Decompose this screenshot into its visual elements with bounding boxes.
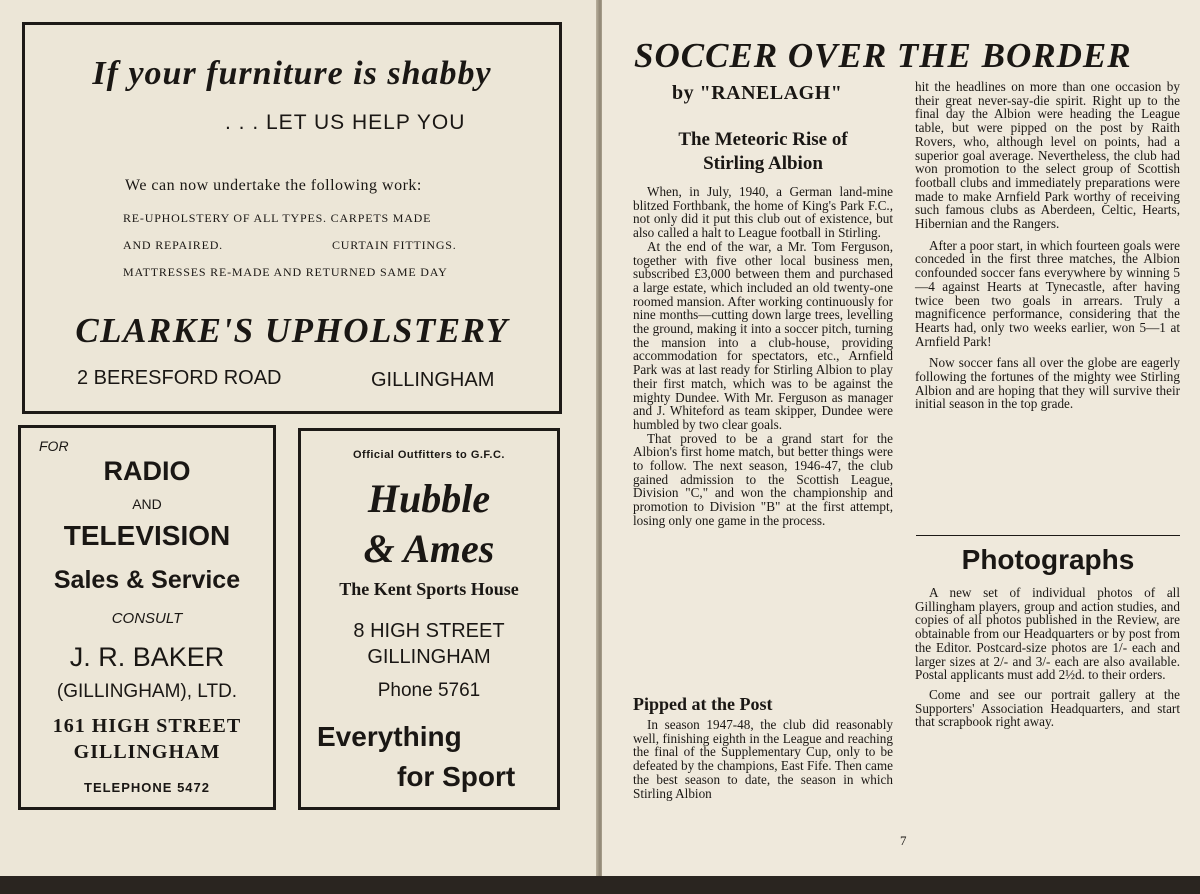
subhead-pipped: Pipped at the Post — [633, 694, 773, 714]
clarke-upholstery-advert — [22, 22, 562, 414]
article-byline: by "RANELAGH" — [672, 82, 843, 104]
clarke-service-line-2-left: AND REPAIRED. — [123, 238, 223, 252]
baker-street: 161 HIGH STREET — [52, 715, 242, 737]
clarke-headline: If your furniture is shabby — [92, 55, 492, 92]
baker-town: GILLINGHAM — [73, 741, 221, 763]
hubble-phone: Phone 5761 — [377, 680, 481, 701]
clarke-service-line-1: RE-UPHOLSTERY OF ALL TYPES. CARPETS MADE — [123, 211, 432, 225]
hubble-name-line2: & Ames — [363, 526, 495, 571]
baker-company: (GILLINGHAM), LTD. — [56, 681, 238, 702]
article-paragraph: Come and see our portrait gallery at the Supporters' Association Headquarters, and start that scrapbook right away. — [915, 686, 1180, 730]
clarke-service-line-2-right: CURTAIN FITTINGS. — [332, 238, 457, 252]
page-number: 7 — [900, 833, 907, 848]
article-paragraph: hit the headlines on more than one occasion by their great never-say-die spirit. Right up to the final day the Albion were heading the League table, but were pipped on the post by Raith Rovers, who, although level on points, had a superior goal average. Nevertheless, the club had won promotion to the select group of Scottish football clubs and immediately preparations were made to make Arnfield Park worthy of receiving such famous clubs as Aberdeen, Celtic, Hearts, Hibernian and the Rangers. — [915, 79, 1180, 232]
photographs-column — [915, 586, 1180, 729]
clarke-address-town: GILLINGHAM — [371, 369, 495, 391]
article-paragraph: Now soccer fans all over the globe are eagerly following the fortunes of the mighty wee Stirling Albion and are hoping that they will survive their initial season in the top grade. — [915, 355, 1180, 412]
left-page — [0, 0, 598, 894]
subhead-meteoric-rise-line2: Stirling Albion — [703, 153, 823, 174]
hubble-ames-advert — [298, 428, 560, 810]
baker-consult: CONSULT — [111, 610, 183, 627]
article-paragraph: After a poor start, in which fourteen goals were conceded in the first three matches, the Albion confounded soccer fans everywhere by winning 5—4 against Hearts at Tynecastle, after having twice been two goals in arrears. Truly a magnificence performance, considering that the Hearts had, only two weeks earlier, won 5—1 at Arnfield Park! — [915, 237, 1180, 349]
hubble-slogan-line1: Everything — [317, 721, 462, 752]
baker-service: Sales & Service — [53, 566, 241, 594]
baker-telephone: TELEPHONE 5472 — [84, 780, 210, 795]
clarke-intro: We can now undertake the following work: — [125, 177, 422, 194]
hubble-slogan-line2: for Sport — [397, 761, 516, 792]
baker-radio: RADIO — [103, 456, 191, 486]
baker-radio-advert — [18, 425, 276, 810]
article-paragraph: In season 1947-48, the club did reasonably well, finishing eighth in the League and reaching the final of the Supplementary Cup, only to be defeated by the champions, East Fife. Then came the best season to date, the season in which Stirling Albion — [633, 717, 893, 801]
hubble-street: 8 HIGH STREET — [353, 620, 505, 642]
article-column-1 — [633, 185, 893, 528]
clarke-subheadline: . . . LET US HELP YOU — [225, 111, 466, 134]
article-paragraph: At the end of the war, a Mr. Tom Ferguson, together with five other local business men, subscribed £3,000 between them and purchased a large estate, which included an old twenty-one roomed mansion. After working continuously for nine months—cutting down large trees, levelling the ground, making it into a soccer pitch, turning the mansion into a club-house, providing accommodation for spectators, etc., Arnfield Park was at last ready for Stirling Albion to play their first match, which was to be against the mighty Dundee. With Mr. Ferguson as manager and J. Whiteford as team skipper, Dundee were humbled by two clear goals. — [633, 238, 893, 432]
hubble-tagline: Official Outfitters to G.F.C. — [352, 449, 505, 461]
hubble-house: The Kent Sports House — [339, 579, 519, 599]
article-title: SOCCER OVER THE BORDER — [634, 36, 1132, 75]
article-paragraph: A new set of individual photos of all Gillingham players, group and action studies, and copies of all photos published in the Review, are obtainable from our Headquarters or by post from the Editor. Postcard-size photos are 1/- each and larger sizes at 2/- and 3/- each are also available. Postal applicants must add 2½d. to their orders. — [915, 585, 1180, 683]
baker-name: J. R. BAKER — [69, 642, 225, 672]
hubble-town: GILLINGHAM — [367, 646, 491, 668]
section-divider — [916, 535, 1180, 536]
article-paragraph: That proved to be a grand start for the Albion's first home match, but better things were to follow. The next season, 1946-47, the club gained admission to the Scottish League, Division "C," and won the championship and promotion to Division "B" at the first attempt, losing only one game in the process. — [633, 430, 893, 528]
hubble-name-line1: Hubble — [367, 476, 491, 521]
clarke-address-street: 2 BERESFORD ROAD — [77, 367, 282, 389]
article-paragraph: When, in July, 1940, a German land-mine blitzed Forthbank, the home of King's Park F.C., not only did it put this club out of existence, but also called a halt to League football in Stirling. — [633, 184, 893, 241]
subhead-meteoric-rise-line1: The Meteoric Rise of — [678, 129, 848, 150]
clarke-business-name: CLARKE'S UPHOLSTERY — [75, 311, 509, 350]
clarke-service-line-3: MATTRESSES RE-MADE AND RETURNED SAME DAY — [123, 265, 448, 279]
article-column-2 — [915, 80, 1180, 411]
table-surface — [0, 876, 1200, 894]
baker-for: FOR — [39, 438, 69, 454]
baker-television: TELEVISION — [63, 520, 231, 551]
photographs-heading: Photographs — [961, 544, 1135, 575]
article-column-1-continued — [633, 718, 893, 800]
right-page — [602, 0, 1200, 894]
baker-and: AND — [132, 496, 162, 512]
subhead-meteoric-rise — [633, 128, 893, 176]
